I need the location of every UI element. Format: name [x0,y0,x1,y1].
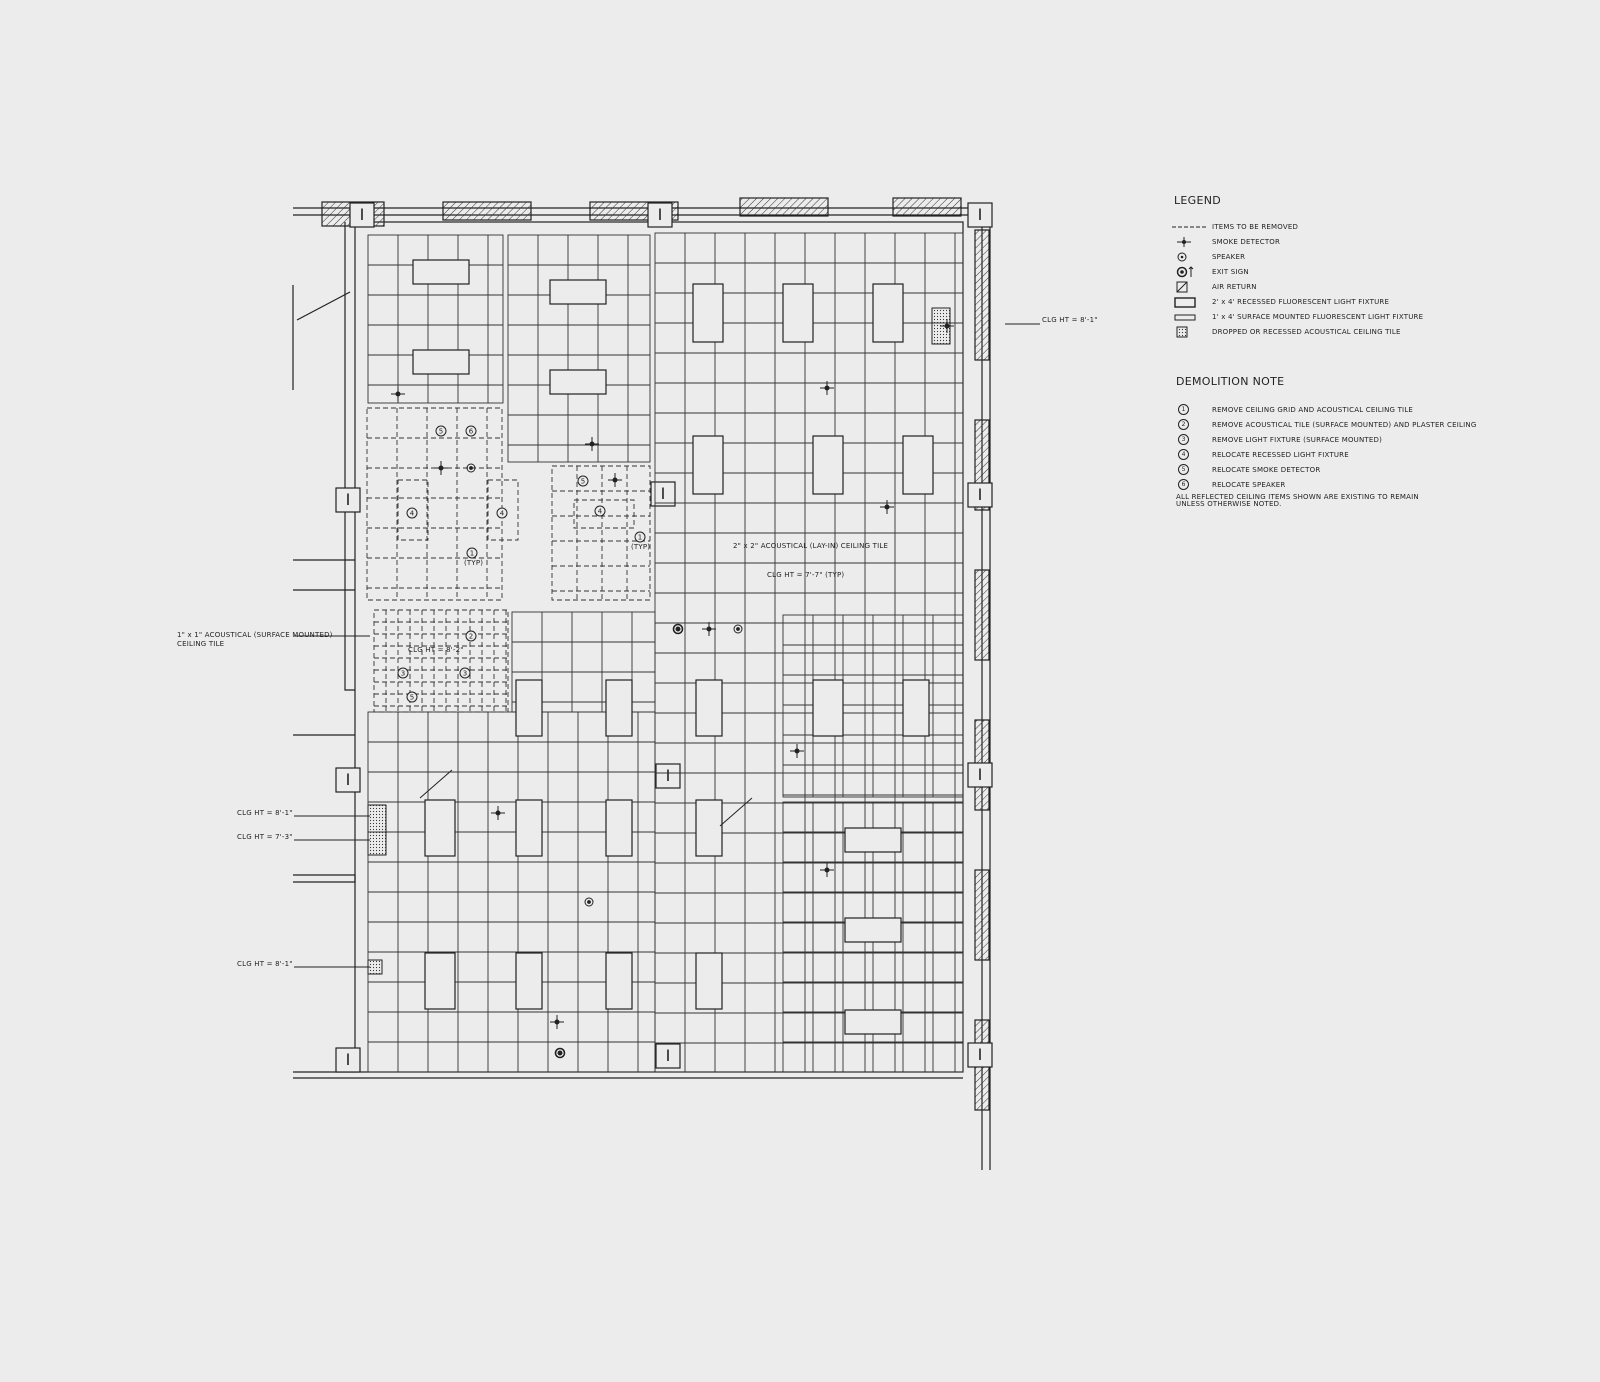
removed-zone-3 [374,610,508,712]
legend-item: EXIT SIGN [1172,264,1592,279]
column-mark: I [665,1046,671,1065]
air-return-icon [1172,280,1212,294]
ceiling-tile-1x1-label: 1" x 1" ACOUSTICAL (SURFACE MOUNTED) [177,631,333,639]
hatched-wall-segment [740,198,828,216]
note-number-icon: 3 [1178,434,1189,445]
legend-item: SPEAKER [1172,249,1592,264]
speaker-icon [470,467,473,470]
left-stub-diagonal [297,292,350,320]
smoke-detector-icon [945,324,949,328]
smoke-detector-icon [885,505,889,509]
recessed-light-fixture [845,918,901,942]
smoke-detector-icon [590,442,594,446]
smoke-detector-icon [396,392,400,396]
typ-label-1: (TYP) [464,559,484,567]
note-number-icon: 4 [1178,449,1189,460]
smoke-detector-icon [825,868,829,872]
demolition-note: 1 REMOVE CEILING GRID AND ACOUSTICAL CEILING TILE [1172,402,1592,417]
recessed-light-fixture [606,953,632,1009]
recessed-light-fixture [413,350,469,374]
note-bubble-number: 4 [597,507,603,516]
hatched-wall-segment [975,870,989,960]
legend-title: LEGEND [1174,194,1222,207]
column-mark: I [345,490,351,509]
ceiling-tile-label-main: 2" x 2" ACOUSTICAL (LAY-IN) CEILING TILE [733,542,889,550]
hatched-wall-segment [893,198,961,216]
recessed-light-fixture [696,800,722,856]
note-bubble-number: 3 [400,669,406,678]
demolition-footnote: ALL REFLECTED CEILING ITEMS SHOWN ARE EXISTING TO REMAIN UNLESS OTHERWISE NOTED. [1176,493,1419,509]
dropped-tile-icon [1172,325,1212,339]
column-mark: I [345,1050,351,1069]
legend-item: SMOKE DETECTOR [1172,234,1592,249]
note-number-icon: 1 [1178,404,1189,415]
recessed-light-fixture [606,680,632,736]
recessed-light-fixture [516,680,542,736]
smoke-detector-icon [496,811,500,815]
smoke-detector-icon [439,466,443,470]
column-mark: I [657,205,663,224]
column-mark: I [660,484,666,503]
exit-sign-icon [676,627,680,631]
legend-item: ITEMS TO BE REMOVED [1172,219,1592,234]
recessed-light-fixture [425,800,455,856]
note-bubble-number: 4 [499,509,505,518]
recessed-light-fixture [413,260,469,284]
demolition-note: 6 RELOCATE SPEAKER [1172,477,1592,492]
note-bubble-number: 5 [438,427,444,436]
air-return [420,770,452,798]
recessed-light-fixture [873,284,903,342]
ceiling-zone-main [655,233,963,1072]
column-mark: I [977,205,983,224]
note-bubble-number: 4 [409,509,415,518]
recessed-fixture-icon [1172,295,1212,309]
recessed-light-fixture [903,436,933,494]
removed-zone-2 [552,466,650,600]
smoke-detector-icon [555,1020,559,1024]
smoke-detector-icon [1172,235,1212,249]
dropped-ceiling-tile [368,805,386,855]
recessed-light-fixture [425,953,455,1009]
recessed-light-fixture [550,370,606,394]
recessed-light-fixture [845,828,901,852]
recessed-light-fixture [696,680,722,736]
note-bubble-number: 3 [462,669,468,678]
demolition-note: 4 RELOCATE RECESSED LIGHT FIXTURE [1172,447,1592,462]
legend-item: DROPPED OR RECESSED ACOUSTICAL CEILING TILE [1172,324,1592,339]
demolition-notes [1172,375,1592,509]
hatched-wall-segment [443,202,531,220]
clg-height-label-main: CLG HT = 7'-7" (TYP) [767,571,845,579]
recessed-light-fixture [813,680,843,736]
hatched-wall-segment [975,570,989,660]
recessed-light-fixture [550,280,606,304]
legend [1172,194,1592,339]
ceiling-zone-room-2 [508,235,650,462]
dashed-line-icon [1172,220,1212,234]
recessed-light-fixture [903,680,929,736]
recessed-light-fixture [783,284,813,342]
column-mark: I [977,765,983,784]
note-number-icon: 2 [1178,419,1189,430]
recessed-light-fixture [693,436,723,494]
demolition-note: 2 REMOVE ACOUSTICAL TILE (SURFACE MOUNTED) AND PLASTER CEILING [1172,417,1592,432]
column-mark: I [977,1045,983,1064]
recessed-light-fixture [516,800,542,856]
left-wall [293,875,355,882]
typ-label-2: (TYP) [631,543,651,551]
clg-height-label-small: CLG HT = 8'-2" [408,646,464,654]
clg-height-label-left-2: CLG HT = 7'-3" [237,833,293,841]
items-to-be-removed [367,408,650,712]
removed-zone-1 [367,408,502,600]
demolition-note: 5 RELOCATE SMOKE DETECTOR [1172,462,1592,477]
recessed-light-fixture [693,284,723,342]
clg-height-label-left-3: CLG HT = 8'-1" [237,960,293,968]
note-bubble-number: 6 [468,427,474,436]
column-mark: I [665,766,671,785]
demolition-note: 3 REMOVE LIGHT FIXTURE (SURFACE MOUNTED) [1172,432,1592,447]
legend-item: AIR RETURN [1172,279,1592,294]
recessed-light-fixture [516,953,542,1009]
clg-height-label-left-1: CLG HT = 8'-1" [237,809,293,817]
speaker-icon [1172,250,1212,264]
legend-item: 2' x 4' RECESSED FLUORESCENT LIGHT FIXTURE [1172,294,1592,309]
column-mark: I [359,205,365,224]
legend-item: 1' x 4' SURFACE MOUNTED FLUORESCENT LIGHT FIXTURE [1172,309,1592,324]
note-number-icon: 5 [1178,464,1189,475]
note-bubble-number: 1 [469,549,475,558]
exit-sign-icon [1172,265,1212,279]
air-return [720,798,752,826]
speaker-icon [737,628,740,631]
speaker-icon [588,901,591,904]
light-fixtures [413,260,933,1034]
recessed-light-fixture [606,800,632,856]
recessed-light-fixture [696,953,722,1009]
dropped-ceiling-tile [368,960,382,974]
exit-sign-icon [558,1051,562,1055]
recessed-light-fixture [845,1010,901,1034]
column-mark: I [977,485,983,504]
surface-fixture-icon [1172,310,1212,324]
ceiling-tile-1x1-label-2: CEILING TILE [177,640,225,648]
note-bubble-number: 1 [637,533,643,542]
note-number-icon: 6 [1178,479,1189,490]
demolition-title: DEMOLITION NOTE [1176,375,1285,388]
recessed-light-fixture [813,436,843,494]
note-bubble-number: 5 [580,477,586,486]
note-bubble-number: 5 [409,693,415,702]
smoke-detector-icon [613,478,617,482]
smoke-detector-icon [825,386,829,390]
smoke-detector-icon [707,627,711,631]
hatched-wall-segment [975,230,989,360]
clg-height-label-right: CLG HT = 8'-1" [1042,316,1098,324]
smoke-detector-icon [795,749,799,753]
column-mark: I [345,770,351,789]
note-bubble-number: 2 [468,632,474,641]
